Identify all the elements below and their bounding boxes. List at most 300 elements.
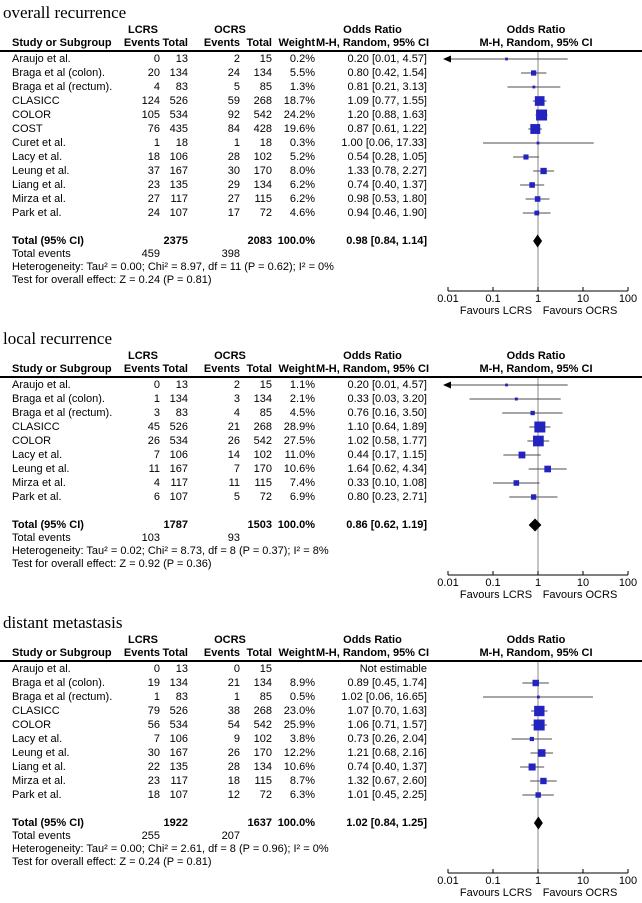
or-text-cell: Not estimable bbox=[359, 663, 427, 675]
study-label: Braga et al (colon). bbox=[12, 677, 105, 689]
or-method-header: M-H, Random, 95% CI bbox=[315, 647, 430, 659]
weight-column-header: Weight bbox=[278, 363, 315, 375]
total-cell-group1: 435 bbox=[169, 123, 188, 135]
events-cell-group1: 22 bbox=[147, 761, 160, 773]
events-cell-group1: 7 bbox=[153, 449, 160, 461]
or-marker bbox=[534, 422, 545, 433]
total-cell-group1: 135 bbox=[169, 179, 188, 191]
events-cell-group1: 26 bbox=[147, 435, 160, 447]
weight-cell: 11.0% bbox=[284, 449, 315, 461]
study-label: CLASICC bbox=[12, 95, 60, 107]
events-column-header: Events bbox=[123, 363, 160, 375]
weight-cell: 19.6% bbox=[283, 123, 315, 135]
group2-header: OCRS bbox=[214, 634, 246, 646]
events-cell-group2: 92 bbox=[227, 109, 240, 121]
weight-cell: 18.7% bbox=[283, 95, 315, 107]
study-label: Braga et al (colon). bbox=[12, 67, 105, 79]
study-label: Araujo et al. bbox=[12, 379, 71, 391]
weight-cell: 28.9% bbox=[283, 421, 315, 433]
weight-cell: 8.7% bbox=[289, 775, 315, 787]
total-cell-group2: 15 bbox=[259, 53, 272, 65]
events-cell-group1: 19 bbox=[147, 677, 160, 689]
total-cell-group2: 134 bbox=[253, 761, 272, 773]
or-marker bbox=[530, 411, 534, 415]
total-cell-group1: 134 bbox=[169, 393, 188, 405]
total-events-label: Total events bbox=[12, 248, 71, 260]
axis-tick-label: 1 bbox=[534, 293, 542, 305]
events-cell-group2: 29 bbox=[227, 179, 240, 191]
total-cell-group2: 15 bbox=[259, 379, 272, 391]
weight-cell: 10.6% bbox=[283, 761, 315, 773]
favours-right-label: Favours OCRS bbox=[542, 887, 618, 899]
events-cell-group2: 26 bbox=[227, 747, 240, 759]
axis-tick-label: 10 bbox=[576, 875, 590, 887]
events-cell-group1: 23 bbox=[147, 179, 160, 191]
or-marker bbox=[529, 763, 536, 770]
study-label: COLOR bbox=[12, 719, 52, 731]
study-label: Braga et al (colon). bbox=[12, 393, 105, 405]
or-marker bbox=[537, 142, 540, 145]
total-cell-group2: 134 bbox=[253, 67, 272, 79]
total-cell-group1: 526 bbox=[169, 705, 188, 717]
events-cell-group2: 2 bbox=[233, 53, 240, 65]
axis-tick-label: 10 bbox=[576, 293, 590, 305]
total-cell-group2: 542 bbox=[253, 435, 272, 447]
total-cell-group2: 102 bbox=[253, 449, 272, 461]
events-column-header: Events bbox=[123, 37, 160, 49]
forest-plot-canvas bbox=[430, 662, 642, 901]
or-text-cell: 0.54 [0.28, 1.05] bbox=[347, 151, 427, 163]
events-cell-group1: 7 bbox=[153, 733, 160, 745]
weight-cell: 6.9% bbox=[289, 491, 315, 503]
total-events-group1: 459 bbox=[141, 248, 160, 260]
total-cell-group2: 85 bbox=[259, 407, 272, 419]
favours-right-label: Favours OCRS bbox=[542, 305, 618, 317]
study-label: Braga et al (rectum). bbox=[12, 691, 113, 703]
plot-method-header: M-H, Random, 95% CI bbox=[479, 647, 593, 659]
weight-cell: 4.5% bbox=[289, 407, 315, 419]
total-column-header: Total bbox=[162, 37, 188, 49]
total-events-label: Total events bbox=[12, 830, 71, 842]
or-marker bbox=[514, 480, 520, 486]
total-cell-group2: 542 bbox=[253, 719, 272, 731]
study-label: Mirza et al. bbox=[12, 193, 66, 205]
events-cell-group1: 23 bbox=[147, 775, 160, 787]
study-label: Leung et al. bbox=[12, 463, 70, 475]
column-group-header-row bbox=[0, 350, 642, 363]
or-marker bbox=[532, 86, 535, 89]
events-cell-group1: 1 bbox=[153, 393, 160, 405]
total-cell-group1: 117 bbox=[170, 193, 188, 205]
or-marker bbox=[536, 110, 547, 121]
or-text-cell: 1.02 [0.06, 16.65] bbox=[341, 691, 427, 703]
total-cell-group1: 534 bbox=[169, 109, 188, 121]
group1-header: LCRS bbox=[128, 350, 158, 362]
study-column-header: Study or Subgroup bbox=[12, 363, 112, 375]
total-cell-group2: 85 bbox=[259, 81, 272, 93]
weight-cell: 5.2% bbox=[289, 151, 315, 163]
forest-panel-distant-metastasis bbox=[0, 612, 642, 901]
study-label: Leung et al. bbox=[12, 747, 70, 759]
column-header-row bbox=[0, 647, 642, 660]
study-label: Lacy et al. bbox=[12, 733, 63, 745]
favours-left-label: Favours LCRS bbox=[459, 887, 533, 899]
total-cell-group2: 85 bbox=[259, 691, 272, 703]
or-text-cell: 1.02 [0.58, 1.77] bbox=[347, 435, 427, 447]
events-cell-group2: 30 bbox=[227, 165, 240, 177]
events-cell-group1: 0 bbox=[153, 663, 160, 675]
study-column-header: Study or Subgroup bbox=[12, 37, 112, 49]
events-cell-group1: 79 bbox=[147, 705, 160, 717]
total-cell-group2: 102 bbox=[253, 151, 272, 163]
weight-cell: 10.6% bbox=[283, 463, 315, 475]
axis-tick-label: 0.01 bbox=[437, 875, 459, 887]
events-cell-group2: 1 bbox=[233, 691, 240, 703]
weight-cell: 23.0% bbox=[283, 705, 315, 717]
axis-tick-label: 10 bbox=[576, 577, 590, 589]
plot-column-group-header: Odds Ratio bbox=[506, 24, 566, 36]
total-n-group1: 1922 bbox=[163, 817, 188, 829]
events-cell-group2: 21 bbox=[227, 421, 240, 433]
total-events-group2: 207 bbox=[221, 830, 240, 842]
total-cell-group1: 107 bbox=[169, 207, 188, 219]
or-marker bbox=[532, 680, 538, 686]
or-text-cell: 1.01 [0.45, 2.25] bbox=[347, 789, 427, 801]
group2-header: OCRS bbox=[214, 350, 246, 362]
or-text-cell: 1.20 [0.88, 1.63] bbox=[347, 109, 427, 121]
total-events-label: Total events bbox=[12, 532, 71, 544]
study-label: COLOR bbox=[12, 109, 52, 121]
total-n-group1: 1787 bbox=[163, 519, 188, 531]
plot-method-header: M-H, Random, 95% CI bbox=[479, 37, 593, 49]
axis-tick-label: 0.1 bbox=[485, 293, 501, 305]
favours-right-label: Favours OCRS bbox=[542, 589, 618, 601]
ci-arrow-left bbox=[443, 382, 451, 389]
events-cell-group1: 4 bbox=[153, 81, 160, 93]
weight-column-header: Weight bbox=[278, 647, 315, 659]
group1-header: LCRS bbox=[128, 24, 158, 36]
or-text-cell: 0.33 [0.03, 3.20] bbox=[347, 393, 427, 405]
favours-left-label: Favours LCRS bbox=[459, 589, 533, 601]
total-cell-group2: 268 bbox=[253, 705, 272, 717]
events-cell-group1: 56 bbox=[147, 719, 160, 731]
events-cell-group1: 11 bbox=[148, 463, 160, 475]
total-label: Total (95% CI) bbox=[12, 817, 84, 829]
total-label: Total (95% CI) bbox=[12, 235, 84, 247]
panel-title: overall recurrence bbox=[3, 3, 127, 22]
or-text-cell: 0.73 [0.26, 2.04] bbox=[347, 733, 427, 745]
axis-tick-label: 100 bbox=[618, 577, 638, 589]
weight-cell bbox=[272, 662, 315, 676]
events-cell-group2: 7 bbox=[233, 463, 240, 475]
events-cell-group2: 21 bbox=[227, 677, 240, 689]
total-cell-group1: 534 bbox=[169, 435, 188, 447]
events-cell-group2: 0 bbox=[233, 663, 240, 675]
axis-tick-label: 1 bbox=[534, 577, 542, 589]
study-label: Park et al. bbox=[12, 789, 62, 801]
or-marker bbox=[523, 154, 528, 159]
total-cell-group2: 72 bbox=[259, 207, 272, 219]
or-marker bbox=[534, 720, 545, 731]
total-cell-group2: 428 bbox=[253, 123, 272, 135]
or-marker bbox=[530, 737, 534, 741]
events-cell-group1: 1 bbox=[153, 691, 160, 703]
or-marker bbox=[515, 398, 518, 401]
axis-tick-label: 100 bbox=[618, 293, 638, 305]
summary-diamond bbox=[533, 235, 542, 248]
events-cell-group2: 24 bbox=[227, 67, 240, 79]
study-label: Park et al. bbox=[12, 491, 62, 503]
forest-plot-canvas bbox=[430, 52, 642, 319]
total-cell-group1: 83 bbox=[175, 691, 188, 703]
weight-cell: 6.2% bbox=[289, 179, 315, 191]
events-column-header: Events bbox=[123, 647, 160, 659]
or-method-header: M-H, Random, 95% CI bbox=[315, 37, 430, 49]
panel-title: local recurrence bbox=[3, 329, 112, 348]
study-label: CLASICC bbox=[12, 705, 60, 717]
total-cell-group1: 13 bbox=[175, 663, 188, 675]
events-cell-group2: 28 bbox=[227, 761, 240, 773]
events-cell-group2: 26 bbox=[227, 435, 240, 447]
events-cell-group2: 14 bbox=[227, 449, 240, 461]
weight-cell: 27.5% bbox=[283, 435, 315, 447]
or-text-cell: 0.87 [0.61, 1.22] bbox=[347, 123, 427, 135]
total-n-group2: 2083 bbox=[247, 235, 272, 247]
column-group-header-row bbox=[0, 634, 642, 647]
or-text-cell: 1.32 [0.67, 2.60] bbox=[347, 775, 427, 787]
events-cell-group2: 54 bbox=[227, 719, 240, 731]
axis-tick-label: 0.1 bbox=[485, 875, 501, 887]
events-cell-group2: 5 bbox=[233, 81, 240, 93]
events-cell-group1: 45 bbox=[147, 421, 160, 433]
or-marker bbox=[531, 494, 536, 499]
or-text-cell: 1.64 [0.62, 4.34] bbox=[347, 463, 427, 475]
or-marker bbox=[544, 466, 551, 473]
total-cell-group1: 83 bbox=[175, 81, 188, 93]
events-cell-group1: 37 bbox=[147, 165, 160, 177]
study-label: Braga et al (rectum). bbox=[12, 81, 113, 93]
study-column-header: Study or Subgroup bbox=[12, 647, 112, 659]
study-label: Leung et al. bbox=[12, 165, 70, 177]
events-cell-group1: 20 bbox=[147, 67, 160, 79]
plot-column-group-header: Odds Ratio bbox=[506, 634, 566, 646]
heterogeneity-note: Heterogeneity: Tau² = 0.02; Chi² = 8.73, df = 8 (P = 0.37); I² = 8% bbox=[12, 545, 329, 557]
study-label: Araujo et al. bbox=[12, 53, 71, 65]
total-cell-group1: 534 bbox=[169, 719, 188, 731]
or-marker bbox=[535, 96, 545, 106]
total-cell-group1: 13 bbox=[175, 53, 188, 65]
total-column-header: Total bbox=[162, 363, 188, 375]
total-cell-group2: 134 bbox=[253, 393, 272, 405]
total-cell-group1: 18 bbox=[175, 137, 188, 149]
forest-plot-canvas bbox=[430, 378, 642, 603]
column-header-row bbox=[0, 363, 642, 376]
weight-cell: 6.3% bbox=[289, 789, 315, 801]
total-cell-group2: 102 bbox=[253, 733, 272, 745]
study-label: Liang et al. bbox=[12, 761, 66, 773]
total-events-group1: 103 bbox=[141, 532, 160, 544]
or-marker bbox=[535, 792, 540, 797]
total-n-group2: 1503 bbox=[247, 519, 272, 531]
or-text-cell: 0.33 [0.10, 1.08] bbox=[347, 477, 427, 489]
group2-header: OCRS bbox=[214, 24, 246, 36]
or-text-cell: 1.09 [0.77, 1.55] bbox=[347, 95, 427, 107]
total-cell-group1: 167 bbox=[169, 463, 188, 475]
weight-cell: 7.4% bbox=[289, 477, 315, 489]
events-cell-group2: 84 bbox=[227, 123, 240, 135]
total-events-group2: 398 bbox=[221, 248, 240, 260]
weight-cell: 12.2% bbox=[283, 747, 315, 759]
column-group-header-row bbox=[0, 24, 642, 37]
weight-cell: 4.6% bbox=[289, 207, 315, 219]
events-cell-group2: 3 bbox=[233, 393, 240, 405]
events-cell-group1: 0 bbox=[153, 53, 160, 65]
total-cell-group2: 72 bbox=[259, 789, 272, 801]
or-text-cell: 0.20 [0.01, 4.57] bbox=[347, 53, 427, 65]
or-marker bbox=[530, 124, 540, 134]
or-marker bbox=[534, 706, 544, 716]
events-column-header: Events bbox=[203, 363, 240, 375]
events-cell-group2: 17 bbox=[227, 207, 240, 219]
study-label: Mirza et al. bbox=[12, 775, 66, 787]
total-cell-group1: 107 bbox=[169, 491, 188, 503]
or-marker bbox=[538, 749, 546, 757]
total-cell-group1: 106 bbox=[169, 151, 188, 163]
or-text-cell: 0.94 [0.46, 1.90] bbox=[347, 207, 427, 219]
or-text-cell: 0.80 [0.23, 2.71] bbox=[347, 491, 427, 503]
events-cell-group2: 38 bbox=[227, 705, 240, 717]
study-label: Lacy et al. bbox=[12, 449, 63, 461]
events-cell-group1: 124 bbox=[141, 95, 160, 107]
total-cell-group2: 15 bbox=[259, 663, 272, 675]
total-cell-group1: 107 bbox=[169, 789, 188, 801]
total-or-text: 0.98 [0.84, 1.14] bbox=[346, 235, 427, 247]
total-weight: 100.0% bbox=[277, 235, 315, 247]
or-text-cell: 0.44 [0.17, 1.15] bbox=[347, 449, 427, 461]
events-cell-group2: 1 bbox=[233, 137, 240, 149]
events-cell-group2: 11 bbox=[228, 477, 240, 489]
or-method-header: M-H, Random, 95% CI bbox=[315, 363, 430, 375]
column-header-row bbox=[0, 37, 642, 50]
summary-diamond bbox=[529, 519, 542, 532]
total-cell-group1: 135 bbox=[169, 761, 188, 773]
weight-cell: 1.1% bbox=[289, 379, 315, 391]
or-text-cell: 1.21 [0.68, 2.16] bbox=[347, 747, 427, 759]
total-cell-group2: 268 bbox=[253, 95, 272, 107]
total-cell-group2: 268 bbox=[253, 421, 272, 433]
or-column-group-header: Odds Ratio bbox=[343, 24, 402, 36]
events-cell-group2: 27 bbox=[227, 193, 240, 205]
events-cell-group1: 4 bbox=[153, 477, 160, 489]
total-cell-group1: 134 bbox=[169, 67, 188, 79]
weight-cell: 1.3% bbox=[289, 81, 315, 93]
events-cell-group1: 24 bbox=[147, 207, 160, 219]
or-column-group-header: Odds Ratio bbox=[343, 634, 402, 646]
events-cell-group1: 105 bbox=[141, 109, 160, 121]
events-cell-group2: 5 bbox=[233, 491, 240, 503]
or-marker bbox=[537, 696, 540, 699]
or-marker bbox=[505, 58, 508, 61]
summary-diamond bbox=[534, 817, 543, 830]
weight-cell: 0.3% bbox=[289, 137, 315, 149]
overall-effect-note: Test for overall effect: Z = 0.92 (P = 0.36) bbox=[12, 558, 212, 570]
total-cell-group1: 526 bbox=[169, 421, 188, 433]
or-text-cell: 0.89 [0.45, 1.74] bbox=[347, 677, 427, 689]
total-cell-group2: 115 bbox=[254, 193, 272, 205]
total-n-group2: 1637 bbox=[247, 817, 272, 829]
or-text-cell: 0.98 [0.53, 1.80] bbox=[347, 193, 427, 205]
weight-cell: 3.8% bbox=[289, 733, 315, 745]
events-cell-group1: 6 bbox=[153, 491, 160, 503]
events-cell-group2: 59 bbox=[227, 95, 240, 107]
study-label: Araujo et al. bbox=[12, 663, 71, 675]
events-column-header: Events bbox=[203, 647, 240, 659]
total-cell-group2: 18 bbox=[259, 137, 272, 149]
total-cell-group2: 134 bbox=[253, 179, 272, 191]
weight-cell: 24.2% bbox=[283, 109, 315, 121]
events-cell-group1: 1 bbox=[153, 137, 160, 149]
total-cell-group2: 170 bbox=[253, 165, 272, 177]
group1-header: LCRS bbox=[128, 634, 158, 646]
study-label: Lacy et al. bbox=[12, 151, 63, 163]
study-label: Liang et al. bbox=[12, 179, 66, 191]
or-text-cell: 1.06 [0.71, 1.57] bbox=[347, 719, 427, 731]
overall-effect-note: Test for overall effect: Z = 0.24 (P = 0.81) bbox=[12, 856, 212, 868]
study-label: COST bbox=[12, 123, 43, 135]
study-label: Park et al. bbox=[12, 207, 62, 219]
study-label: Braga et al (rectum). bbox=[12, 407, 113, 419]
total-column-header: Total bbox=[246, 363, 272, 375]
total-weight: 100.0% bbox=[277, 817, 315, 829]
total-cell-group2: 170 bbox=[253, 463, 272, 475]
study-label: COLOR bbox=[12, 435, 52, 447]
or-text-cell: 0.76 [0.16, 3.50] bbox=[347, 407, 427, 419]
axis-tick-label: 100 bbox=[618, 875, 638, 887]
total-cell-group2: 134 bbox=[253, 677, 272, 689]
events-cell-group2: 2 bbox=[233, 379, 240, 391]
axis-tick-label: 1 bbox=[534, 875, 542, 887]
total-cell-group1: 134 bbox=[169, 677, 188, 689]
total-cell-group1: 83 bbox=[175, 407, 188, 419]
total-cell-group1: 526 bbox=[169, 95, 188, 107]
total-or-text: 1.02 [0.84, 1.25] bbox=[346, 817, 427, 829]
or-marker bbox=[540, 168, 546, 174]
events-cell-group2: 9 bbox=[233, 733, 240, 745]
total-cell-group1: 13 bbox=[175, 379, 188, 391]
or-text-cell: 1.07 [0.70, 1.63] bbox=[347, 705, 427, 717]
total-column-header: Total bbox=[246, 37, 272, 49]
total-cell-group2: 170 bbox=[253, 747, 272, 759]
ci-arrow-left bbox=[443, 56, 451, 63]
weight-cell: 8.0% bbox=[289, 165, 315, 177]
total-label: Total (95% CI) bbox=[12, 519, 84, 531]
total-cell-group2: 72 bbox=[259, 491, 272, 503]
plot-column-group-header: Odds Ratio bbox=[506, 350, 566, 362]
or-marker bbox=[540, 778, 546, 784]
heterogeneity-note: Heterogeneity: Tau² = 0.00; Chi² = 8.97, df = 11 (P = 0.62); I² = 0% bbox=[12, 261, 334, 273]
total-cell-group1: 106 bbox=[169, 733, 188, 745]
or-column-group-header: Odds Ratio bbox=[343, 350, 402, 362]
weight-cell: 2.1% bbox=[289, 393, 315, 405]
or-marker bbox=[533, 436, 544, 447]
weight-column-header: Weight bbox=[278, 37, 315, 49]
total-column-header: Total bbox=[162, 647, 188, 659]
study-label: Curet et al. bbox=[12, 137, 66, 149]
total-events-group2: 93 bbox=[227, 532, 240, 544]
or-marker bbox=[535, 196, 541, 202]
events-cell-group1: 76 bbox=[147, 123, 160, 135]
or-text-cell: 0.74 [0.40, 1.37] bbox=[347, 179, 427, 191]
